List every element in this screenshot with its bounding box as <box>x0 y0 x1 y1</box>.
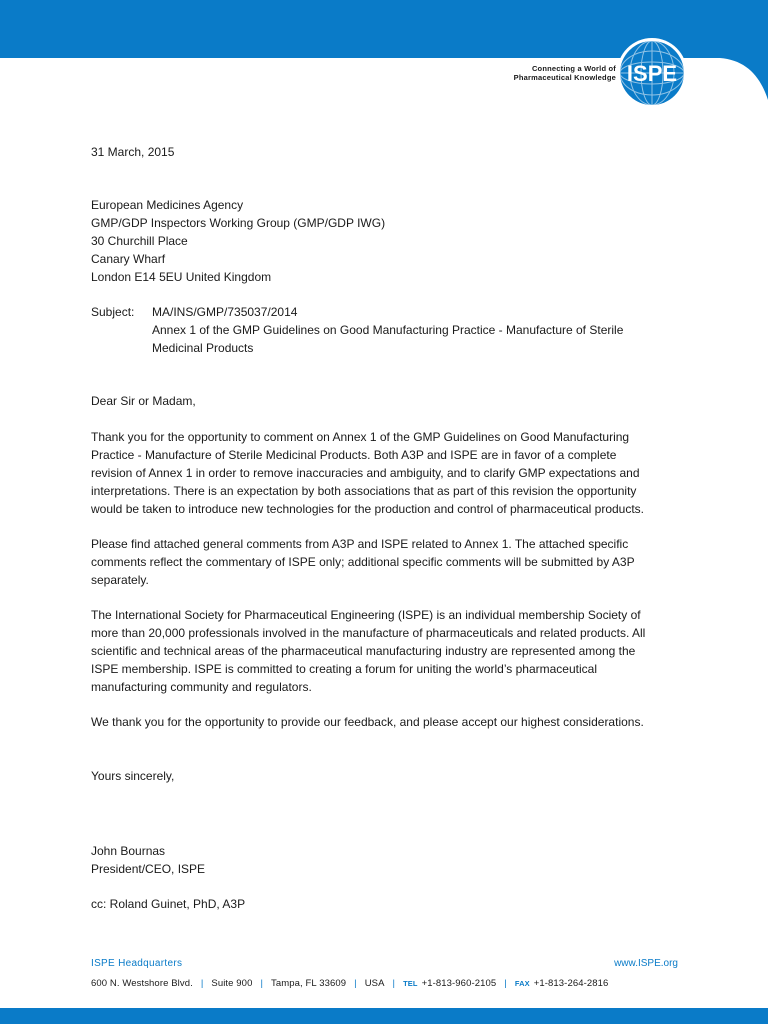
paragraph-line: would be taken to introduce new technologies for the production and control of pharmaceutical products. <box>91 502 645 516</box>
subject-line: MA/INS/GMP/735037/2014 <box>152 305 298 319</box>
footer-title: ISPE Headquarters <box>91 958 183 969</box>
footer-tel-label: TEL <box>403 979 418 988</box>
subject-block <box>91 303 691 357</box>
salutation: Dear Sir or Madam, <box>91 394 196 408</box>
paragraph-4: We thank you for the opportunity to provide our feedback, and please accept our highest considerations. <box>91 715 644 729</box>
recipient-line: Canary Wharf <box>91 252 166 266</box>
footer-separator: | <box>504 978 507 989</box>
paragraph-line: comments reflect the commentary of ISPE only; additional specific comments will be submitted by A3P <box>91 555 635 569</box>
paragraph-line: revision of Annex 1 in order to remove inaccuracies and ambiguity, and to clarify GMP expectations and <box>91 466 640 480</box>
footer-website-link[interactable]: www.ISPE.org <box>614 958 678 969</box>
subject-label: Subject: <box>91 305 135 319</box>
paragraph-line: ISPE membership. ISPE is committed to creating a forum for uniting the world’s pharmaceutical <box>91 662 597 676</box>
footer-city: Tampa, FL 33609 <box>271 978 347 989</box>
recipient-line: London E14 5EU United Kingdom <box>91 270 272 284</box>
paragraph-line: Practice - Manufacture of Sterile Medicinal Products. Both A3P and ISPE are in favor of a complete <box>91 448 617 462</box>
paragraph-line: more than 20,000 professionals involved in the manufacture of pharmaceuticals and related products. All <box>91 626 646 640</box>
recipient-address <box>91 196 385 286</box>
brand-tagline <box>514 64 616 82</box>
paragraph-1 <box>91 428 681 518</box>
footer-separator: | <box>354 978 357 989</box>
footer-street: 600 N. Westshore Blvd. <box>91 978 193 989</box>
recipient-line: 30 Churchill Place <box>91 234 188 248</box>
paragraph-line: manufacturing community and regulators. <box>91 680 312 694</box>
recipient-line: European Medicines Agency <box>91 198 244 212</box>
footer-tel: +1-813-960-2105 <box>421 978 497 989</box>
paragraph-2 <box>91 535 681 589</box>
letter-date: 31 March, 2015 <box>91 145 175 159</box>
footer-suite: Suite 900 <box>211 978 253 989</box>
signer-title: President/CEO, ISPE <box>91 862 206 876</box>
closing: Yours sincerely, <box>91 769 175 783</box>
subject-line: Annex 1 of the GMP Guidelines on Good Manufacturing Practice - Manufacture of Sterile <box>152 323 624 337</box>
subject-line: Medicinal Products <box>152 341 254 355</box>
tagline-line-2: Pharmaceutical Knowledge <box>513 73 616 82</box>
paragraph-line: The International Society for Pharmaceutical Engineering (ISPE) is an individual membership Society of <box>91 608 641 622</box>
paragraph-line: scientific and technical areas of the pharmaceutical manufacturing industry are represented among the <box>91 644 636 658</box>
ispe-logo <box>616 37 688 109</box>
paragraph-3 <box>91 606 681 696</box>
tagline-line-1: Connecting a World of <box>531 64 616 73</box>
footer-band <box>0 1008 768 1024</box>
footer-country: USA <box>364 978 385 989</box>
paragraph-line: Thank you for the opportunity to comment on Annex 1 of the GMP Guidelines on Good Manufacturing <box>91 430 630 444</box>
signer-name: John Bournas <box>91 844 166 858</box>
footer-separator: | <box>200 978 204 989</box>
footer-fax: +1-813-264-2816 <box>533 978 609 989</box>
logo-text: ISPE <box>626 61 678 86</box>
paragraph-line: separately. <box>91 573 149 587</box>
cc-line: cc: Roland Guinet, PhD, A3P <box>91 897 246 911</box>
recipient-line: GMP/GDP Inspectors Working Group (GMP/GDP IWG) <box>91 216 386 230</box>
footer-fax-label: FAX <box>514 979 530 988</box>
footer-address <box>91 978 608 989</box>
footer-separator: | <box>392 978 396 989</box>
paragraph-line: interpretations. There is an expectation by both associations that as part of this revision the opportunity <box>91 484 637 498</box>
footer-separator: | <box>260 978 264 989</box>
paragraph-line: Please find attached general comments from A3P and ISPE related to Annex 1. The attached specific <box>91 537 629 551</box>
